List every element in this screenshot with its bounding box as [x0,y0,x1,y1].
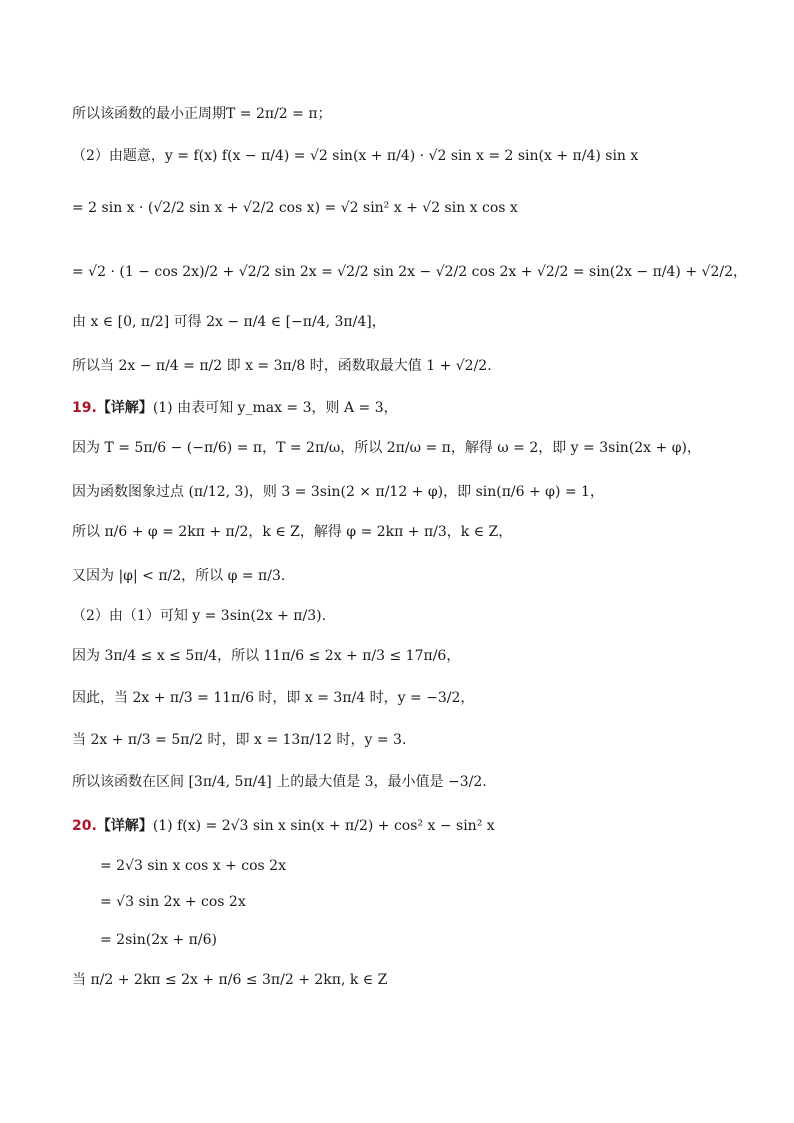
line-text: = √3 sin 2x + cos 2x [100,894,246,910]
question-number: 20. [72,818,97,834]
detail-tag: 【详解】 [96,818,153,834]
line-text: 因此，当 2x + π/3 = 11π/6 时，即 x = 3π/4 时，y = −3/2， [72,690,475,706]
line-text: = 2sin(2x + π/6) [100,932,217,948]
line-text: = 2√3 sin x cos x + cos 2x [100,858,286,874]
line-text: 因为 T = 5π/6 − (−π/6) = π，T = 2π/ω，所以 2π/ω = π，解得 ω = 2，即 y = 3sin(2x + φ)， [72,440,701,456]
line-text: = 2 sin x · (√2/2 sin x + √2/2 cos x) = √2 sin² x + √2 sin x cos x [72,200,518,216]
line-text: 当 2x + π/3 = 5π/2 时，即 x = 13π/12 时，y = 3. [72,732,407,748]
line-text: (1) f(x) = 2√3 sin x sin(x + π/2) + cos² x − sin² x [152,818,495,834]
line-q19-phi-result [72,566,285,586]
line-max [72,356,492,376]
line-q19-phi [72,522,512,542]
line-q19-min [72,688,474,708]
detail-tag: 【详解】 [96,400,153,416]
line-expand-2 [72,262,747,282]
line-part2-setup [72,146,638,166]
line-text: = √2 · (1 − cos 2x)/2 + √2/2 sin 2x = √2/2 sin 2x − √2/2 cos 2x + √2/2 = sin(2x − π/4) + √2/2， [72,264,747,280]
line-text: （2）由题意，y = f(x) f(x − π/4) = √2 sin(x + π/4) · √2 sin x = 2 sin(x + π/4) sin x [72,148,639,164]
line-text: 因为 3π/4 ≤ x ≤ 5π/4，所以 11π/6 ≤ 2x + π/3 ≤ 17π/6， [72,648,461,664]
line-q19-head [72,398,398,418]
line-text: 由 x ∈ [0, π/2] 可得 2x − π/4 ∈ [−π/4, 3π/4]， [72,314,386,330]
line-q19-omega [72,438,701,458]
line-expand-1 [72,198,518,218]
question-number: 19. [72,400,97,416]
line-text: 所以当 2x − π/4 = π/2 即 x = 3π/8 时，函数取最大值 1 + √2/2. [72,358,492,374]
line-text: 当 π/2 + 2kπ ≤ 2x + π/6 ≤ 3π/2 + 2kπ, k ∈ Z [72,972,388,988]
line-range [72,312,386,332]
line-text: 所以该函数在区间 [3π/4, 5π/4] 上的最大值是 3，最小值是 −3/2. [72,774,487,790]
line-text: 又因为 |φ| < π/2，所以 φ = π/3. [72,568,286,584]
line-q20-step1 [100,856,286,876]
line-q19-conclusion [72,772,487,792]
line-q20-head [72,816,495,836]
line-period [72,104,332,124]
line-text: （2）由（1）可知 y = 3sin(2x + π/3). [72,608,327,624]
line-text: 因为函数图象过点 (π/12, 3)，则 3 = 3sin(2 × π/12 + φ)，即 sin(π/6 + φ) = 1， [72,484,604,500]
line-q20-inequality [72,970,387,990]
line-q19-point [72,482,604,502]
line-text: 所以 π/6 + φ = 2kπ + π/2，k ∈ Z，解得 φ = 2kπ + π/3，k ∈ Z， [72,524,513,540]
line-q19-part2 [72,606,326,626]
line-q20-step2 [100,892,246,912]
line-q19-maxval [72,730,406,750]
line-text: (1) 由表可知 y_max = 3，则 A = 3， [152,400,398,416]
line-q20-step3 [100,930,217,950]
line-q19-interval [72,646,460,666]
line-text: 所以该函数的最小正周期T = 2π/2 = π； [72,106,332,122]
